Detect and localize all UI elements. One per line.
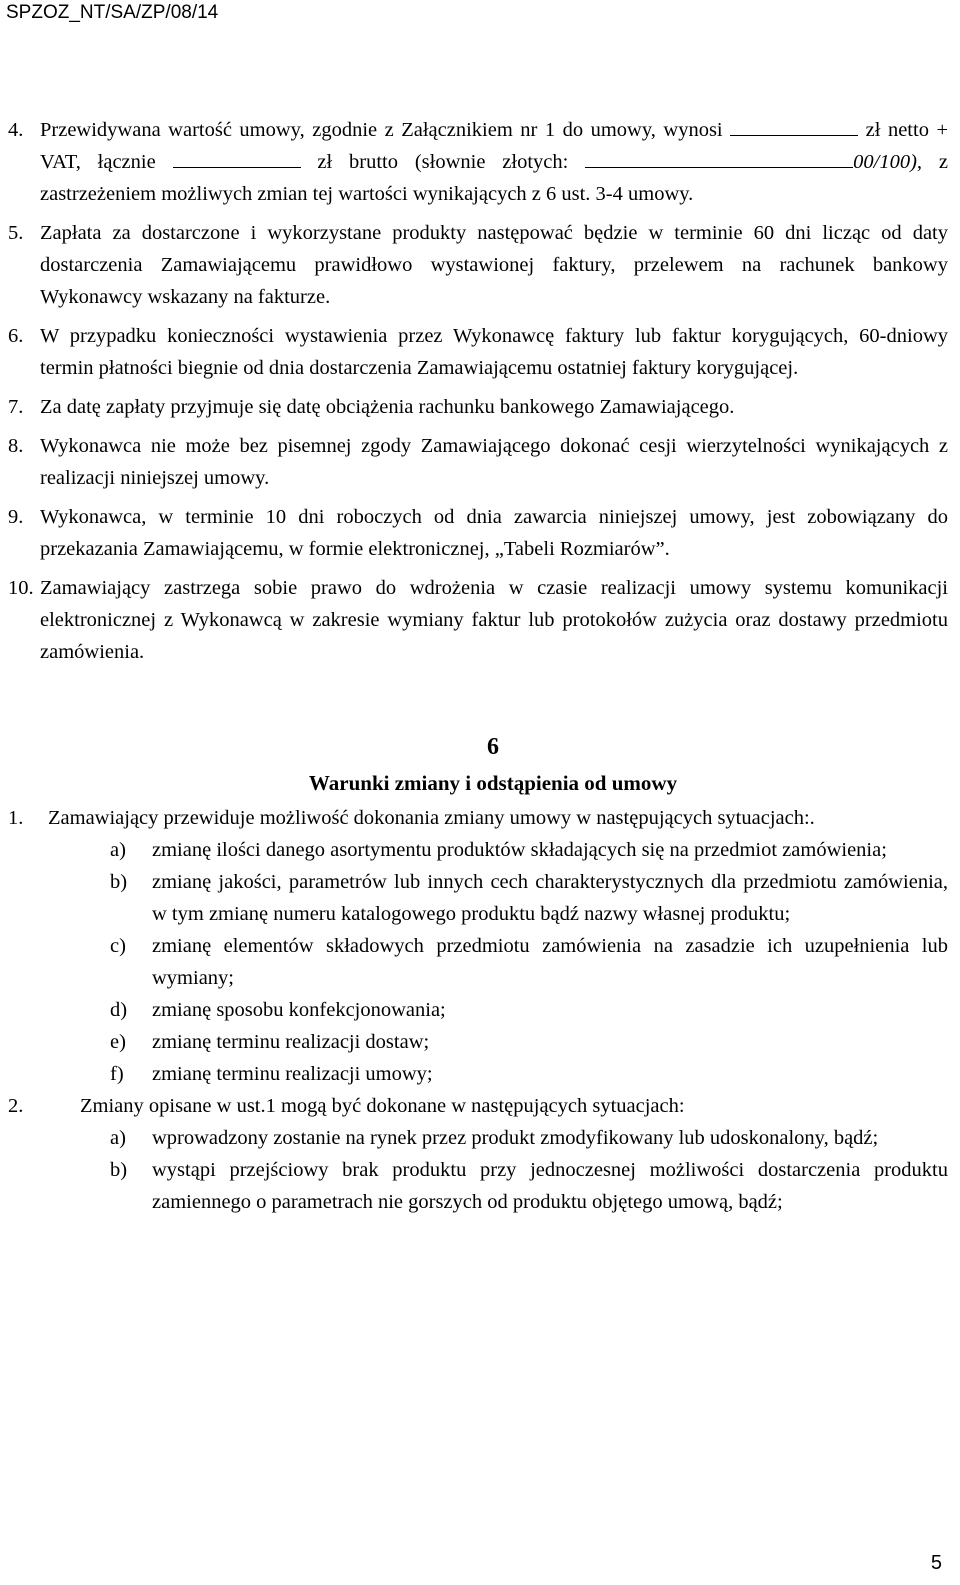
- sub-list-item: [110, 1154, 948, 1218]
- sub-item-letter: f): [110, 1063, 124, 1085]
- item-number: 7.: [8, 396, 24, 418]
- sub-item-text: wystąpi przejściowy brak produktu przy jednoczesnej możliwości dostarczenia produktu zamiennego o parametrach nie gorszych od produktu objętego umową, bądź;: [152, 1159, 948, 1213]
- sub-list-item: [110, 994, 948, 1026]
- blank-line: [730, 117, 858, 136]
- item-text: W przypadku konieczności wystawienia przez Wykonawcę faktury lub faktur korygujących, 60-dniowy termin płatności biegnie od dnia dostarczenia Zamawiającemu ostatniej faktury korygującej.: [40, 325, 948, 379]
- item-text: Zamawiający zastrzega sobie prawo do wdrożenia w czasie realizacji umowy systemu komunikacji elektronicznej z Wykonawcą w zakresie wymiany faktur lub protokołów zużycia oraz dostawy przedmiotu zamówienia.: [40, 577, 948, 663]
- item-number: 8.: [8, 435, 24, 457]
- sub-item-text: zmianę elementów składowych przedmiotu zamówienia na zasadzie ich uzupełnienia lub wymiany;: [152, 935, 948, 989]
- sub-item-letter: c): [110, 935, 126, 957]
- list-item: [8, 501, 948, 565]
- list-item: [8, 572, 948, 668]
- sub-list-item: [110, 930, 948, 994]
- item-number: 10.: [8, 577, 34, 599]
- blank-line: [585, 149, 853, 168]
- sub-item-text: zmianę jakości, parametrów lub innych cech charakterystycznych dla przedmiotu zamówienia, w tym zmianę numeru katalogowego produktu bądź nazwy własnej produktu;: [152, 871, 948, 925]
- sub-item-text: zmianę terminu realizacji dostaw;: [152, 1031, 430, 1053]
- list-item: [8, 802, 948, 834]
- item-number: 5.: [8, 222, 24, 244]
- sub-item-text: wprowadzony zostanie na rynek przez produkt zmodyfikowany lub udoskonalony, bądź;: [152, 1127, 879, 1149]
- list-item: [8, 217, 948, 313]
- sub-list-item: [110, 866, 948, 930]
- sub-list-item: [110, 1058, 948, 1090]
- sub-list-item: [110, 1026, 948, 1058]
- item-text: Za datę zapłaty przyjmuje się datę obciążenia rachunku bankowego Zamawiającego.: [40, 396, 735, 418]
- item-text: Zapłata za dostarczone i wykorzystane produkty następować będzie w terminie 60 dni licząc od daty dostarczenia Zamawiającemu prawidłowo wystawionej faktury, przelewem na rachunek bankowy Wykonawcy wskazany na fakturze.: [40, 222, 948, 308]
- list-item: [8, 320, 948, 384]
- item-number: 1.: [8, 807, 24, 829]
- item-text: Zamawiający przewiduje możliwość dokonania zmiany umowy w następujących sytuacjach:.: [48, 807, 815, 829]
- sub-item-letter: e): [110, 1031, 126, 1053]
- sub-item-letter: a): [110, 1127, 126, 1149]
- sub-item-text: zmianę sposobu konfekcjonowania;: [152, 999, 446, 1021]
- list-item: [8, 1090, 948, 1122]
- sub-list: [110, 1122, 948, 1218]
- item-number: 6.: [8, 325, 24, 347]
- item-text: Wykonawca, w terminie 10 dni roboczych od dnia zawarcia niniejszej umowy, jest zobowiązany do przekazania Zamawiającemu, w formie elektronicznej, „Tabeli Rozmiarów”.: [40, 506, 948, 560]
- document-body: [8, 114, 948, 1218]
- item-text: Przewidywana wartość umowy, zgodnie z Załącznikiem nr 1 do umowy, wynosi zł netto + VAT, łącznie zł brutto (słownie złotych: 00/100), z zastrzeżeniem możliwych zmian tej wartości wynikających z 6 ust. 3-4 umowy.: [40, 119, 949, 205]
- sub-item-text: zmianę terminu realizacji umowy;: [152, 1063, 433, 1085]
- sub-list: [110, 834, 948, 1090]
- blank-line: [173, 149, 301, 168]
- document-reference: SPZOZ_NT/SA/ZP/08/14: [6, 2, 219, 23]
- sub-item-letter: a): [110, 839, 126, 861]
- list-item: [8, 391, 948, 423]
- sub-list-item: [110, 1122, 948, 1154]
- item-number: 2.: [8, 1095, 24, 1117]
- item-number: 4.: [8, 119, 24, 141]
- sub-item-letter: d): [110, 999, 128, 1021]
- item-text: Zmiany opisane w ust.1 mogą być dokonane w następujących sytuacjach:: [80, 1095, 685, 1117]
- section-title: Warunki zmiany i odstąpienia od umowy: [308, 771, 678, 795]
- list-item: [8, 114, 948, 210]
- item-text: Wykonawca nie może bez pisemnej zgody Zamawiającego dokonać cesji wierzytelności wynikających z realizacji niniejszej umowy.: [40, 435, 948, 489]
- section-number: 6: [487, 734, 499, 760]
- sub-item-text: zmianę ilości danego asortymentu produktów składających się na przedmiot zamówienia;: [152, 839, 887, 861]
- sub-item-letter: b): [110, 871, 128, 893]
- sub-item-letter: b): [110, 1159, 128, 1181]
- item-number: 9.: [8, 506, 24, 528]
- list-item: [8, 430, 948, 494]
- sub-list-item: [110, 834, 948, 866]
- page-number: 5: [930, 1552, 942, 1574]
